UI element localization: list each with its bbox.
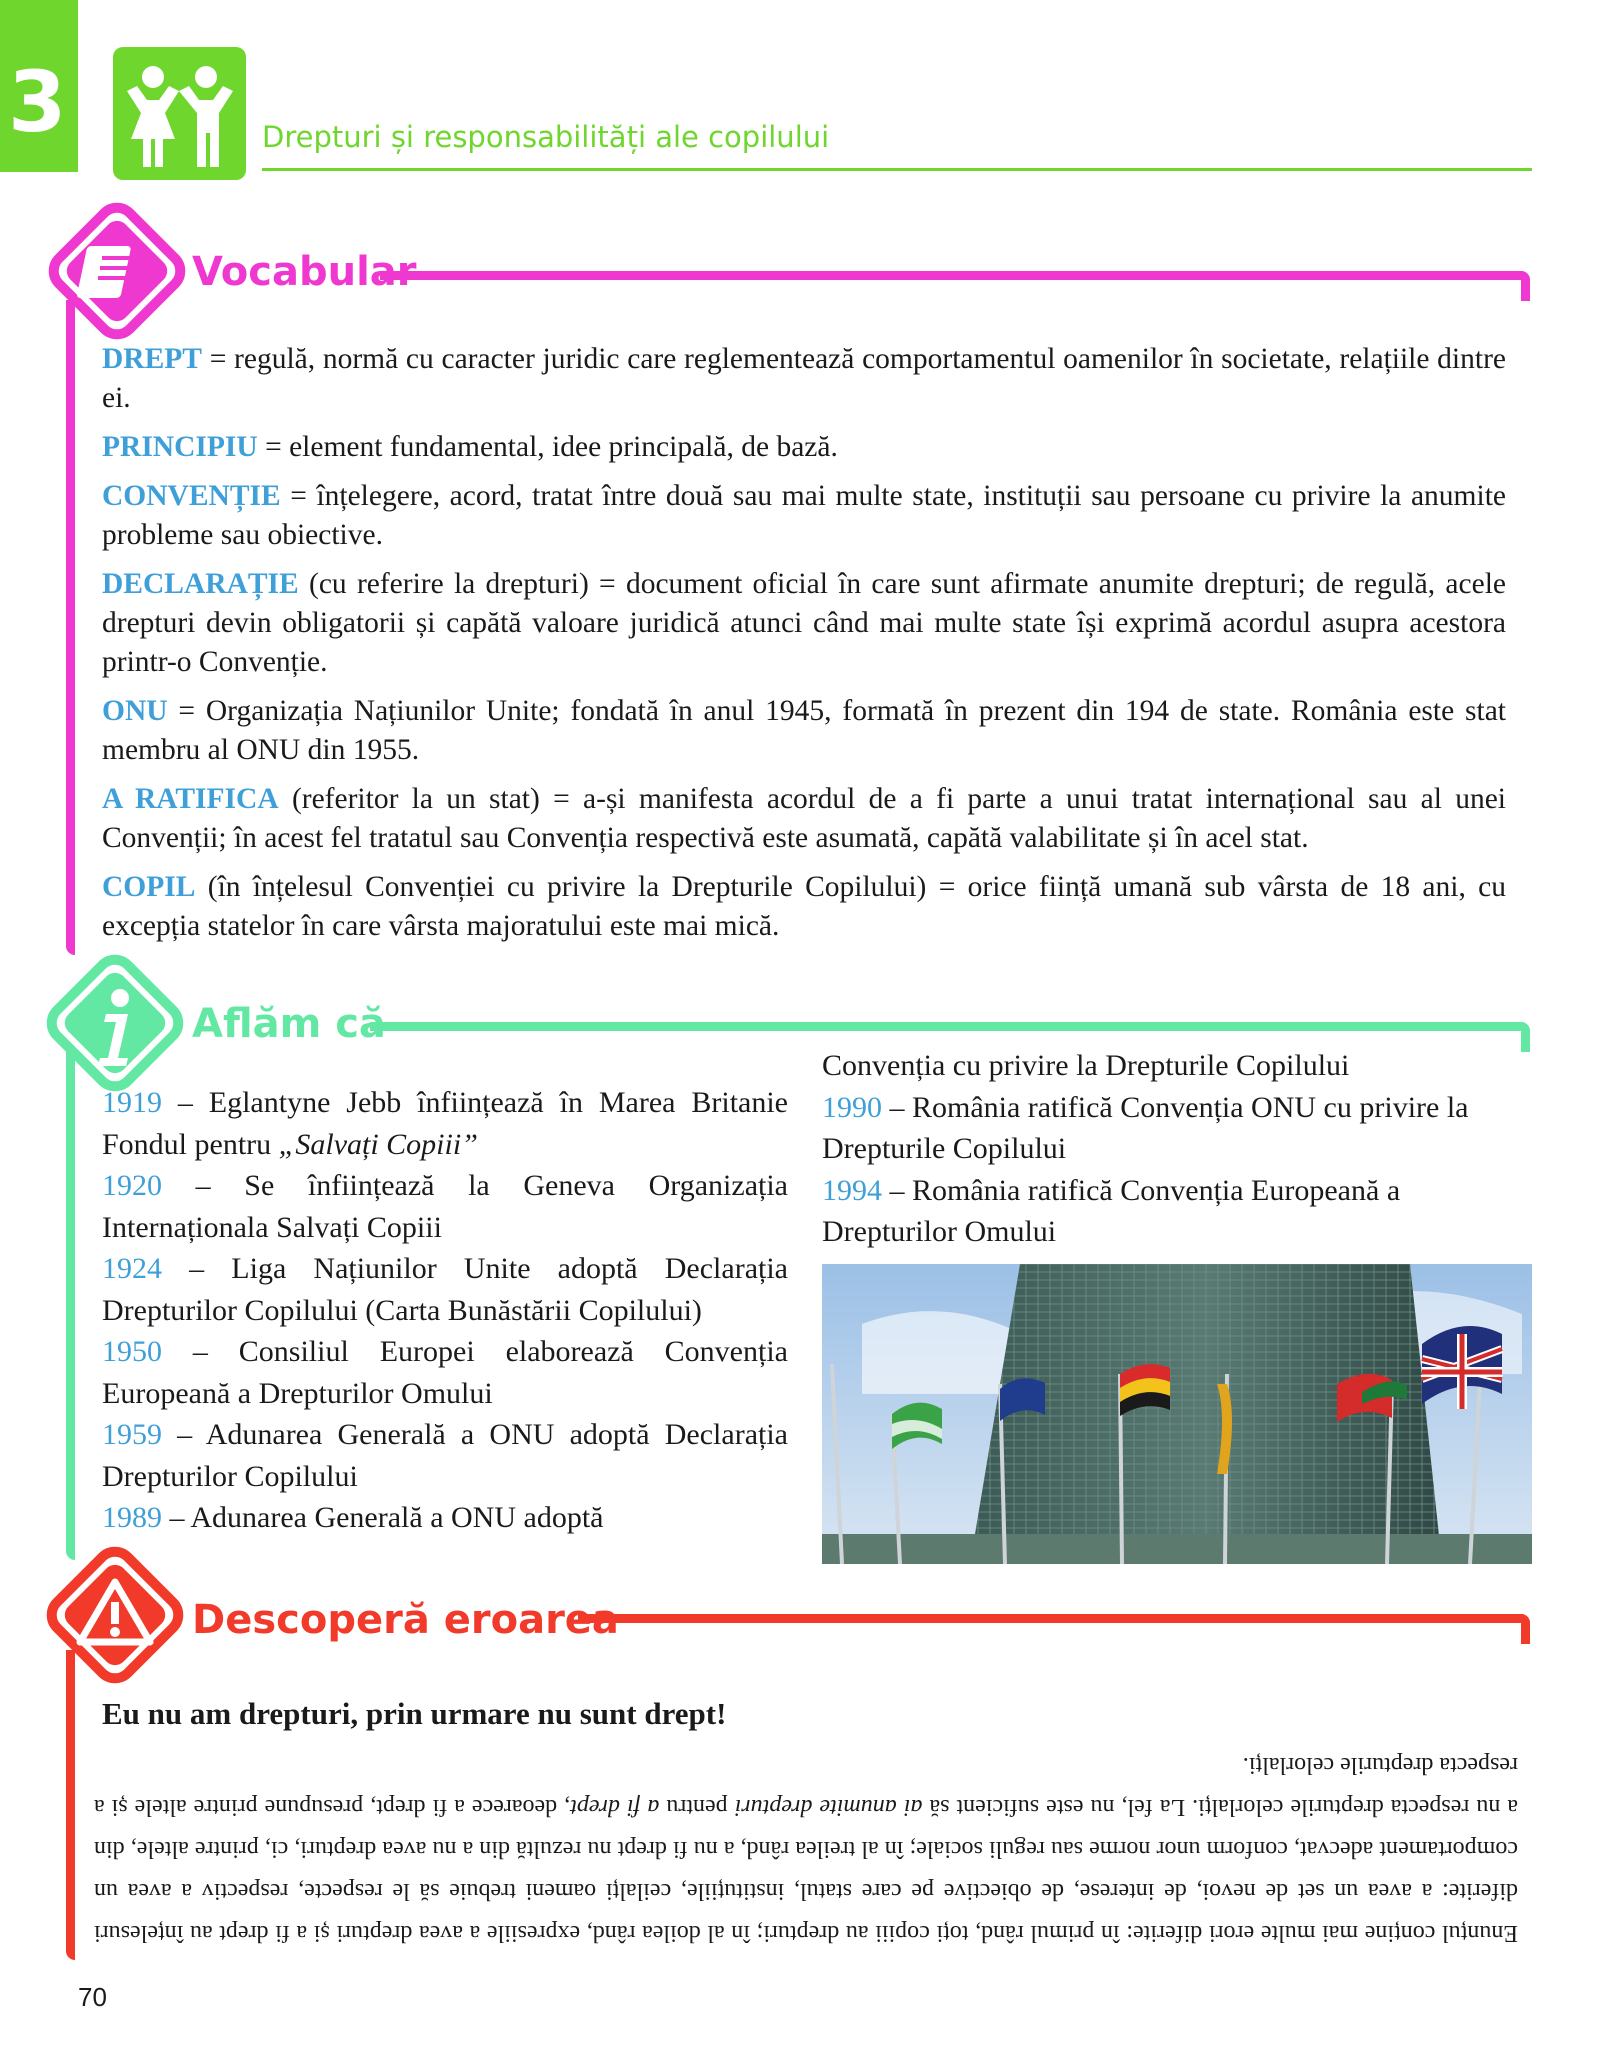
- answer-text: [94, 1744, 1518, 1954]
- eroare-frame-corner: [1521, 1614, 1530, 1644]
- warning-icon: [40, 1540, 190, 1690]
- upside-down-answer: [94, 1744, 1518, 1954]
- timeline-text: – România ratifică Convenția Europeană a Drepturilor Omului: [822, 1173, 1401, 1248]
- vocab-term: CONVENȚIE: [102, 480, 281, 512]
- vocab-term: A RATIFICA: [102, 783, 279, 815]
- timeline-text: – România ratifică Convenția ONU cu privire la Drepturile Copilului: [822, 1090, 1469, 1165]
- erroneous-statement: Eu nu am drepturi, prin urmare nu sunt drept!: [102, 1696, 727, 1731]
- vocab-definition: = Organizația Națiunilor Unite; fondată în anul 1945, formată în prezent din 194 de state. România este stat membru al ONU din 1955.: [102, 695, 1506, 766]
- vocab-definition: (în înțelesul Convenției cu privire la Drepturile Copilului) = orice ființă umană sub vârsta de 18 ani, cu excepția statelor în care vârsta majoratului este mai mică.: [102, 871, 1506, 942]
- children-icon: [113, 47, 246, 180]
- vocab-definition: = element fundamental, idee principală, de bază.: [257, 431, 838, 463]
- timeline-text: – Liga Națiunilor Unite adoptă Declarația Drepturilor Copilului (Carta Bunăstării Copilului): [102, 1252, 788, 1327]
- answer-part: , deoarece a fi drept, presupune printre altele și a respecta drepturile celorlalți.: [93, 1752, 1518, 1820]
- timeline-year: 1959: [102, 1418, 162, 1451]
- vocabular-definitions: [102, 340, 1506, 956]
- timeline-text: – Adunarea Generală a ONU adoptă: [162, 1501, 604, 1534]
- answer-part: Enunțul conține mai multe erori diferite: în primul rând, toți copiii au drepturi; în al doilea rând, expresiile a avea drepturi și a fi drept au înțelesuri diferite: a avea un set de nevoi, de interese, de obiective pe care statul, instituțiile, ceilalți oameni trebuie să le respecte, respectiv a avea un comportament adecvat, conform unor norme sau reguli sociale; în al treilea rând, a nu fi drept nu rezultă din a nu avea drepturi, ci, printre altele, din a nu respecta drepturile celorlalți. La fel, nu este suficient să: [94, 1794, 1518, 1946]
- aflam-title: Aflăm că: [192, 1001, 386, 1047]
- vocab-entry-copil: [102, 868, 1506, 946]
- vocab-term: DREPT: [102, 343, 202, 375]
- timeline-year: 1920: [102, 1169, 162, 1202]
- timeline-text: – Consiliul Europei elaborează Convenția Europeană a Drepturilor Omului: [102, 1335, 788, 1410]
- timeline-year: 1950: [102, 1335, 162, 1368]
- timeline-entry: [102, 1165, 788, 1248]
- vocabular-frame-corner: [1521, 271, 1530, 301]
- vocab-definition: (referitor la un stat) = a-și manifesta acordul de a fi parte a unui tratat internațional sau al unei Convenții; în acest fel tratatul sau Convenția respectivă este asumată, capătă valabilitate și în acel stat.: [102, 783, 1507, 854]
- chapter-divider: [78, 0, 82, 172]
- timeline-entry: [822, 1087, 1508, 1170]
- vocabular-frame-left: [66, 300, 75, 955]
- un-headquarters-photo: [822, 1264, 1532, 1564]
- vocab-term: ONU: [102, 695, 168, 727]
- vocab-entry-declaratie: [102, 565, 1506, 682]
- eroare-frame-left: [66, 1650, 75, 1960]
- timeline-right-column: [822, 1045, 1508, 1253]
- vocabular-title: Vocabular: [192, 249, 417, 295]
- chapter-title: Drepturi și responsabilități ale copilului: [262, 120, 830, 154]
- timeline-entry: [102, 1248, 788, 1331]
- answer-part: pentru: [659, 1794, 735, 1820]
- vocabular-frame-top: [380, 271, 1530, 280]
- timeline-continuation: Convenția cu privire la Drepturile Copilului: [822, 1049, 1350, 1082]
- aflam-frame-left: [66, 1050, 75, 1560]
- header-rule: [262, 168, 1532, 171]
- timeline-year: 1924: [102, 1252, 162, 1285]
- timeline-entry: [102, 1497, 788, 1539]
- aflam-frame-corner: [1521, 1022, 1530, 1052]
- eroare-frame-top: [578, 1614, 1530, 1623]
- timeline-entry: [102, 1082, 788, 1165]
- timeline-text: – Eglantyne Jebb înființează în Marea Britanie Fondul pentru: [102, 1086, 788, 1161]
- eroare-title: Descoperă eroarea: [192, 1597, 619, 1643]
- vocab-entry-ratifica: [102, 780, 1506, 858]
- timeline-year: 1990: [822, 1090, 882, 1124]
- vocab-entry-drept: [102, 340, 1506, 418]
- answer-emphasis: ai anumite drepturi: [734, 1794, 923, 1820]
- vocab-term: PRINCIPIU: [102, 431, 258, 463]
- book-icon: [42, 196, 192, 346]
- vocab-term: DECLARAȚIE: [102, 568, 299, 600]
- vocab-definition: = regulă, normă cu caracter juridic care reglementează comportamentul oamenilor în societate, relațiile dintre ei.: [102, 343, 1506, 414]
- timeline-left-column: [102, 1082, 788, 1539]
- timeline-entry: [102, 1414, 788, 1497]
- vocab-term: COPIL: [102, 871, 196, 903]
- vocab-definition: (cu referire la drepturi) = document oficial în care sunt afirmate anumite drepturi; de regulă, acele drepturi devin obligatorii și capătă valoare juridică atunci când mai multe state își exprimă acordul asupra acestora printr-o Convenție.: [102, 568, 1506, 678]
- info-icon: [40, 948, 190, 1098]
- answer-emphasis: a fi drept: [570, 1794, 660, 1820]
- timeline-year: 1994: [822, 1173, 882, 1207]
- vocab-entry-onu: [102, 692, 1506, 770]
- vocab-definition: = înțelegere, acord, tratat între două sau mai multe state, instituții sau persoane cu privire la anumite probleme sau obiective.: [102, 480, 1506, 551]
- timeline-year: 1989: [102, 1501, 162, 1534]
- timeline-entry: [102, 1331, 788, 1414]
- timeline-entry: [822, 1170, 1508, 1253]
- timeline-text: – Adunarea Generală a ONU adoptă Declarația Drepturilor Copilului: [102, 1418, 788, 1493]
- timeline-text: – Se înființează la Geneva Organizația Internaționala Salvați Copiii: [102, 1169, 788, 1244]
- aflam-frame-top: [370, 1022, 1530, 1031]
- vocab-entry-conventie: [102, 477, 1506, 555]
- page-number: 70: [78, 1982, 107, 2012]
- vocab-entry-principiu: [102, 428, 1506, 467]
- chapter-number: 3: [8, 53, 67, 151]
- timeline-emphasis: „Salvați Copiii”: [278, 1127, 478, 1161]
- timeline-year: 1919: [102, 1086, 162, 1119]
